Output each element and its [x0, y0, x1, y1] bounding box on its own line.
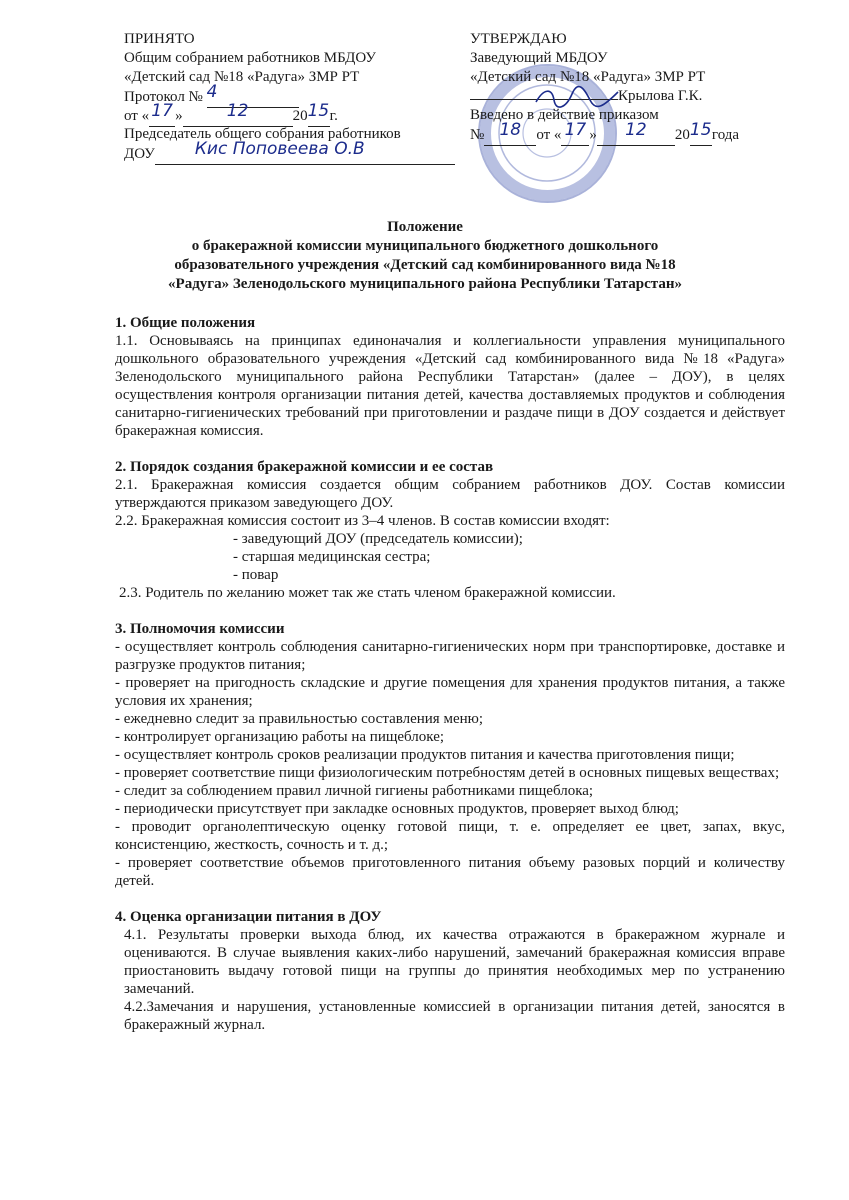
order-line: Введено в действие приказом — [470, 107, 659, 123]
commission-member: - старшая медицинская сестра; — [233, 549, 431, 565]
list-item: - осуществляет контроль соблюдения санитарно-гигиенических норм при транспортировке, доставке и разгрузке продуктов питания; — [115, 639, 785, 673]
order-year-field — [689, 120, 712, 146]
order-month-field — [597, 120, 675, 146]
head-name: Крылова Г.К. — [618, 88, 703, 104]
commission-member: - заведующий ДОУ (председатель комиссии); — [233, 531, 523, 547]
section-1-title: 1. Общие положения — [115, 315, 256, 331]
title-line-2: о бракеражной комиссии муниципального бюджетного дошкольного — [191, 238, 659, 254]
section-4-paragraph-1: 4.1. Результаты проверки выхода блюд, их качества отражаются в бракеражном журнале и оцениваются. В случае выявления каких-либо нарушений, замечаний бракеражная комиссия вправе приостановить выдачу готовой пищи на группы до принятия необходимых мер по устранению замечаний. — [124, 927, 785, 997]
order-from: от « — [536, 127, 562, 143]
protocol-line — [124, 82, 455, 106]
title-line-3: образовательного учреждения «Детский сад комбинированного вида №18 — [174, 257, 676, 273]
chair-sign-field — [155, 139, 455, 165]
order-year-end: года — [711, 127, 740, 143]
protocol-number-field — [206, 82, 299, 108]
header-accepted — [124, 30, 455, 163]
chair-signature: Кис Поповеева О.В — [194, 139, 365, 159]
chair-sign-line — [124, 139, 455, 163]
order-no-label: № — [470, 127, 485, 143]
order-year: 15 — [689, 120, 712, 140]
list-item: - периодически присутствует при закладке основных продуктов, проверяет выход блюд; — [115, 801, 679, 817]
year-field — [307, 101, 330, 127]
list-item: - осуществляет контроль сроков реализации продуктов питания и качества приготовления пищи; — [115, 747, 735, 763]
accepted-org: «Детский сад №18 «Радуга» ЗМР РТ — [124, 69, 360, 85]
section-1-paragraph: 1.1. Основываясь на принципах единоначалия и коллегиальности управления муниципального дошкольного образовательного учреждения «Детский сад комбинированного вида №18 «Радуга» Зеленодольского муниципального района Республики Татарстан» (далее – ДОУ), в целях осуществления контроля организации питания детей, качества доставляемых продуктов и соблюдения санитарно-гигиенических требований при приготовлении и раздаче пищи в ДОУ создается и действует бракеражная комиссия. — [115, 333, 785, 439]
list-item: - ежедневно следит за правильностью составления меню; — [115, 711, 484, 727]
commission-member: - повар — [233, 567, 279, 583]
section-2-paragraph-2: 2.2. Бракеражная комиссия состоит из 3–4 членов. В состав комиссии входят: — [115, 513, 610, 529]
day-field — [149, 101, 175, 127]
title-line-1: Положение — [387, 219, 463, 235]
order-number-line — [470, 120, 740, 144]
document-body — [115, 314, 785, 1034]
section-2-paragraph-3: 2.3. Родитель по желанию может так же стать членом бракеражной комиссии. — [119, 585, 616, 601]
order-mid: » — [589, 127, 597, 143]
date-year: 15 — [307, 101, 330, 121]
head-signature — [532, 84, 622, 110]
year-prefix: 20 — [292, 108, 308, 124]
date-prefix: от « — [124, 108, 150, 124]
order-month: 12 — [625, 120, 647, 140]
protocol-label: Протокол № — [124, 89, 203, 105]
protocol-number: 4 — [206, 82, 218, 102]
date-mid: » — [175, 108, 183, 124]
list-item: - контролирует организацию работы на пищеблоке; — [115, 729, 445, 745]
list-item: - следит за соблюдением правил личной гигиены работниками пищеблока; — [115, 783, 594, 799]
order-day: 17 — [564, 120, 587, 140]
approved-org: «Детский сад №18 «Радуга» ЗМР РТ — [470, 69, 706, 85]
order-number: 18 — [499, 120, 522, 140]
month-field — [183, 101, 293, 127]
accepted-date-line — [124, 101, 455, 125]
section-2-title: 2. Порядок создания бракеражной комиссии и ее состав — [115, 459, 494, 475]
order-year-prefix: 20 — [674, 127, 690, 143]
list-item: - проводит органолептическую оценку готовой пищи, т. е. определяет ее цвет, запах, вкус, консистенцию, жесткость, сочность и т. д.; — [115, 819, 785, 853]
section-3-title: 3. Полномочия комиссии — [115, 621, 285, 637]
date-day: 17 — [151, 101, 173, 121]
section-4-paragraph-2: 4.2.Замечания и нарушения, установленные комиссией в организации питания детей, заносятся в бракеражный журнал. — [124, 999, 785, 1033]
list-item: - проверяет соответствие пищи физиологическим потребностям детей в основных пищевых веществах; — [115, 765, 780, 781]
year-end: г. — [329, 108, 338, 124]
chair-org: ДОУ — [124, 146, 155, 162]
date-month: 12 — [226, 101, 249, 121]
approved-heading: УТВЕРЖДАЮ — [470, 31, 567, 47]
accepted-body: Общим собранием работников МБДОУ — [124, 50, 376, 66]
order-number-field — [484, 120, 536, 146]
section-2-paragraph-1: 2.1. Бракеражная комиссия создается общим собранием работников ДОУ. Состав комиссии утверждаются приказом заведующего ДОУ. — [115, 477, 785, 511]
order-day-field — [561, 120, 589, 146]
list-item: - проверяет на пригодность складские и другие помещения для хранения продуктов питания, а также условия их хранения; — [115, 675, 785, 709]
approved-position: Заведующий МБДОУ — [470, 50, 608, 66]
title-line-4: «Радуга» Зеленодольского муниципального района Республики Татарстан» — [168, 276, 682, 292]
chair-line: Председатель общего собрания работников — [124, 126, 401, 142]
section-4-title: 4. Оценка организации питания в ДОУ — [115, 909, 382, 925]
list-item: - проверяет соответствие объемов приготовленного питания объему разовых порций и количеству детей. — [115, 855, 785, 889]
document-title — [60, 218, 790, 294]
accepted-heading: ПРИНЯТО — [124, 31, 195, 47]
